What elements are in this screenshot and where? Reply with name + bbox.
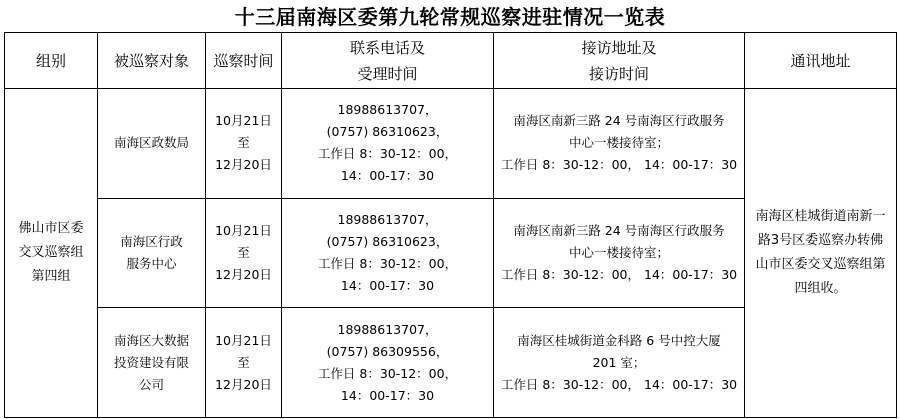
time-cell: 10月21日 至 12月20日	[206, 89, 282, 199]
phone-cell: 18988613707， (0757) 86309556， 工作日 8：30-12：00， 14：00-17：30	[282, 308, 494, 418]
time-cell: 10月21日 至 12月20日	[206, 308, 282, 418]
page-title: 十三届南海区委第九轮常规巡察进驻情况一览表	[234, 5, 666, 29]
header-mail: 通讯地址	[745, 33, 897, 89]
visit-cell: 南海区南新三路 24 号南海区行政服务 中心一楼接待室； 工作日 8：30-12：00， 14：00-17：30	[494, 89, 745, 199]
visit-cell: 南海区南新三路 24 号南海区行政服务 中心一楼接待室； 工作日 8：30-12：00， 14：00-17：30	[494, 198, 745, 308]
time-cell: 10月21日 至 12月20日	[206, 198, 282, 308]
mail-cell: 南海区桂城街道南新一 路3号区委巡察办转佛 山市区委交叉巡察组第 四组收。	[745, 89, 897, 418]
phone-cell: 18988613707， (0757) 86310623， 工作日 8：30-12：00， 14：00-17：30	[282, 198, 494, 308]
header-group: 组别	[5, 33, 98, 89]
inspection-table	[4, 32, 897, 418]
target-cell: 南海区政数局	[98, 89, 206, 199]
header-visit: 接访地址及 接访时间	[494, 33, 745, 89]
table-row	[5, 89, 897, 199]
header-time: 巡察时间	[206, 33, 282, 89]
group-cell: 佛山市区委 交叉巡察组 第四组	[5, 89, 98, 418]
header-row	[5, 33, 897, 89]
visit-cell: 南海区桂城街道金科路 6 号中控大厦 201 室； 工作日 8：30-12：00， 14：00-17：30	[494, 308, 745, 418]
header-target: 被巡察对象	[98, 33, 206, 89]
phone-cell: 18988613707， (0757) 86310623， 工作日 8：30-12：00， 14：00-17：30	[282, 89, 494, 199]
target-cell: 南海区大数据 投资建设有限 公司	[98, 308, 206, 418]
target-cell: 南海区行政 服务中心	[98, 198, 206, 308]
header-phone: 联系电话及 受理时间	[282, 33, 494, 89]
